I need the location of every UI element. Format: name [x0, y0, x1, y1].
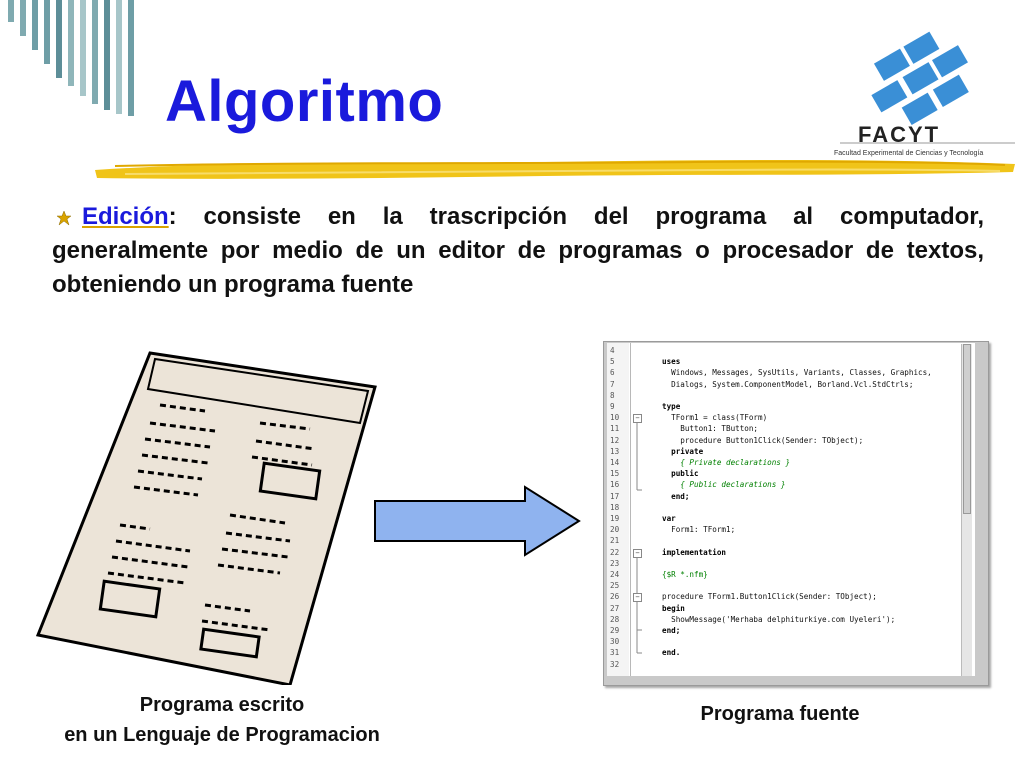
code-line [607, 401, 975, 412]
line-number: 16 [610, 480, 620, 490]
code-text: end; [662, 626, 681, 635]
code-line [607, 457, 975, 468]
code-text: Button1: TButton; [662, 424, 759, 434]
code-text: uses [662, 357, 681, 367]
scrollbar-thumb[interactable] [963, 344, 971, 514]
code-line [607, 569, 975, 580]
left-caption [20, 690, 424, 750]
line-number: 11 [610, 424, 620, 434]
line-number: 26 [610, 592, 620, 602]
code-line [607, 580, 975, 591]
code-line [607, 367, 975, 378]
line-number: 10 [610, 413, 620, 423]
code-text: procedure TForm1.Button1Click(Sender: TObject); [662, 592, 877, 602]
code-text: {$R *.nfm} [662, 570, 708, 579]
bullet-text: : consiste en la trascripción del programa al computador, generalmente por medio de un editor de programas o procesador de textos, obteniendo un programa fuente [52, 203, 984, 298]
code-text: implementation [662, 547, 727, 557]
line-number: 13 [610, 446, 620, 456]
code-line [607, 491, 975, 502]
line-number: 30 [610, 637, 620, 647]
line-number: 5 [610, 357, 615, 367]
line-number: 19 [610, 514, 620, 523]
code-line [607, 446, 975, 457]
left-caption-line1: Programa escrito [139, 694, 305, 716]
written-program-illustration [30, 345, 380, 685]
code-text: { Public declarations } [662, 480, 786, 490]
code-text: Form1: TForm1; [662, 525, 736, 535]
code-line [607, 412, 975, 423]
code-text: end; [662, 491, 690, 501]
right-caption: Programa fuente [700, 703, 860, 725]
code-line [607, 356, 975, 367]
code-text: procedure Button1Click(Sender: TObject); [662, 435, 864, 445]
code-line [607, 603, 975, 614]
code-line [607, 614, 975, 625]
slide-title: Algoritmo [165, 69, 444, 134]
code-line [607, 423, 975, 434]
code-line [607, 379, 975, 390]
code-line [607, 502, 975, 513]
code-text: var [662, 514, 676, 523]
bullet-term: Edición [82, 203, 169, 230]
code-text: type [662, 402, 681, 411]
right-arrow-icon [373, 485, 583, 557]
code-line [607, 390, 975, 401]
logo-name: FACYT [858, 122, 941, 147]
code-area [607, 343, 975, 676]
code-line [607, 625, 975, 636]
vertical-scrollbar[interactable] [961, 344, 972, 676]
line-number: 12 [610, 435, 620, 445]
code-line [607, 513, 975, 524]
code-line [607, 636, 975, 647]
code-text: ShowMessage('Merhaba delphiturkiye.com Uyeleri'); [662, 614, 896, 624]
line-number: 28 [610, 614, 620, 624]
code-text: TForm1 = class(TForm) [662, 413, 768, 423]
line-number: 15 [610, 469, 620, 479]
line-number: 24 [610, 570, 620, 579]
code-text: private [662, 446, 704, 456]
line-number: 32 [610, 659, 620, 669]
code-text: end. [662, 648, 681, 658]
bullet-paragraph [52, 200, 984, 302]
bullet-star-icon [56, 210, 72, 226]
fold-toggle-icon[interactable]: − [633, 549, 642, 558]
code-line [607, 547, 975, 558]
line-number: 14 [610, 458, 620, 467]
line-number: 7 [610, 379, 615, 389]
left-caption-line2: en un Lenguaje de Programacion [64, 724, 380, 746]
code-line [607, 659, 975, 670]
line-number: 25 [610, 581, 620, 591]
line-number: 8 [610, 390, 615, 400]
code-line [607, 535, 975, 546]
line-number: 27 [610, 603, 620, 613]
line-number: 31 [610, 648, 620, 658]
code-text: public [662, 469, 699, 479]
line-number: 18 [610, 502, 620, 512]
code-line [607, 468, 975, 479]
code-line [607, 345, 975, 356]
line-number: 21 [610, 536, 620, 546]
code-line [607, 435, 975, 446]
decorative-bars [0, 0, 140, 120]
code-line [607, 524, 975, 535]
code-line [607, 647, 975, 658]
line-number: 20 [610, 525, 620, 535]
code-text: Dialogs, System.ComponentModel, Borland.Vcl.StdCtrls; [662, 379, 914, 389]
code-text: begin [662, 603, 685, 613]
line-number: 29 [610, 626, 620, 635]
fold-toggle-icon[interactable]: − [633, 414, 642, 423]
code-text: { Private declarations } [662, 458, 791, 467]
code-line [607, 479, 975, 490]
line-number: 9 [610, 402, 615, 411]
logo-subtitle: Facultad Experimental de Ciencias y Tecnología [834, 150, 984, 157]
code-text: Windows, Messages, SysUtils, Variants, Classes, Graphics, [662, 368, 932, 378]
line-number: 4 [610, 346, 615, 355]
code-line [607, 591, 975, 602]
code-line [607, 558, 975, 569]
line-number: 23 [610, 558, 620, 568]
line-number: 22 [610, 547, 620, 557]
fold-toggle-icon[interactable]: − [633, 593, 642, 602]
line-number: 17 [610, 491, 620, 501]
line-number: 6 [610, 368, 615, 378]
source-code-editor [603, 341, 989, 686]
